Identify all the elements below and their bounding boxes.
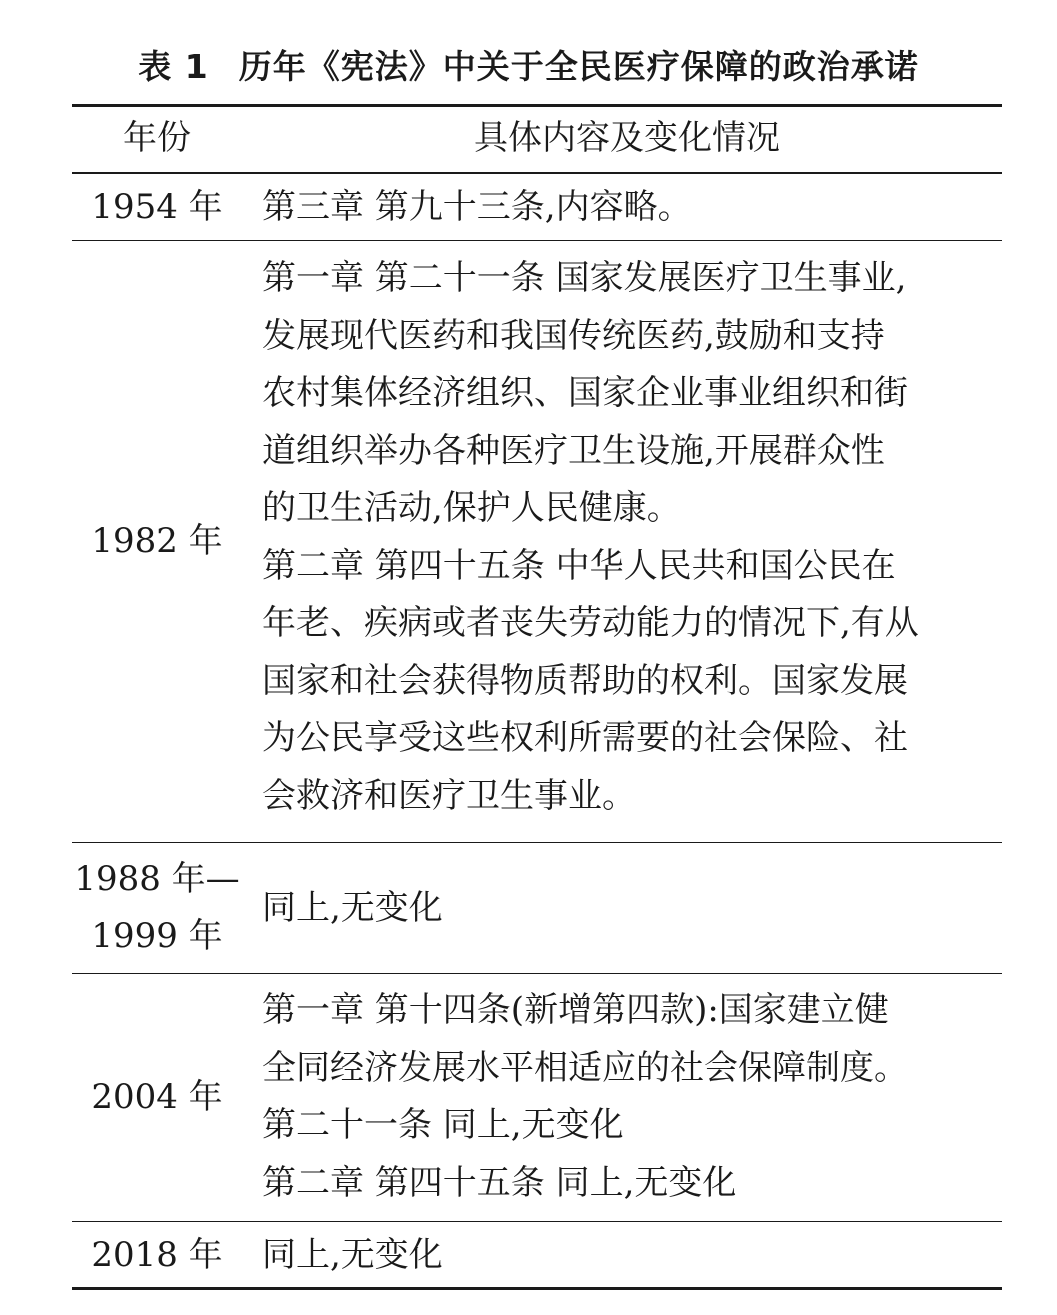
content-cell-2018	[262, 1227, 992, 1285]
content-line: 年老、疾病或者丧失劳动能力的情况下,有从	[262, 603, 919, 643]
year-line: 1988 年—	[74, 859, 240, 899]
content-line: 第二十一条 同上,无变化	[262, 1105, 624, 1145]
content-line: 第一章 第二十一条 国家发展医疗卫生事业,	[262, 258, 907, 298]
bottom-rule	[72, 1287, 1002, 1290]
row-divider	[72, 973, 1002, 974]
content-line: 道组织举办各种医疗卫生设施,开展群众性	[262, 430, 885, 471]
content-line: 第三章 第九十三条,内容略。	[262, 187, 692, 227]
row-divider	[72, 1221, 1002, 1222]
top-rule	[72, 104, 1002, 107]
content-line: 的卫生活动,保护人民健康。	[262, 488, 681, 528]
content-cell-1954	[262, 179, 992, 237]
content-line: 第二章 第四十五条 中华人民共和国公民在	[262, 545, 896, 586]
content-line: 会救济和医疗卫生事业。	[262, 775, 636, 816]
year-line: 1999 年	[91, 916, 223, 956]
content-cell-1982	[262, 250, 992, 825]
content-line: 为公民享受这些权利所需要的社会保险、社	[262, 718, 908, 758]
year-cell-1988-1999	[72, 851, 242, 965]
year-cell-2018: 2018 年	[91, 1235, 223, 1275]
content-line: 农村集体经济组织、国家企业事业组织和街	[262, 373, 908, 413]
content-line: 第二章 第四十五条 同上,无变化	[262, 1162, 737, 1203]
content-line: 同上,无变化	[262, 1235, 443, 1275]
content-line: 同上,无变化	[262, 888, 443, 928]
table-title: 历年《宪法》中关于全民医疗保障的政治承诺	[238, 47, 919, 86]
column-header-year: 年份	[123, 118, 191, 158]
column-header-content: 具体内容及变化情况	[474, 118, 780, 158]
table-caption	[0, 42, 1057, 92]
content-line: 全同经济发展水平相适应的社会保障制度。	[262, 1047, 908, 1088]
table-number: 表 1	[138, 47, 209, 86]
year-cell-1982: 1982 年	[91, 521, 223, 561]
content-line: 发展现代医药和我国传统医药,鼓励和支持	[262, 315, 885, 356]
content-cell-2004	[262, 982, 992, 1212]
content-cell-1988-1999	[262, 880, 992, 938]
content-line: 第一章 第十四条(新增第四款):国家建立健	[262, 990, 889, 1030]
header-rule	[72, 172, 1002, 174]
content-line: 国家和社会获得物质帮助的权利。国家发展	[262, 660, 908, 701]
year-cell-1954: 1954 年	[91, 187, 223, 227]
row-divider	[72, 240, 1002, 241]
row-divider	[72, 842, 1002, 843]
year-cell-2004: 2004 年	[91, 1077, 223, 1117]
